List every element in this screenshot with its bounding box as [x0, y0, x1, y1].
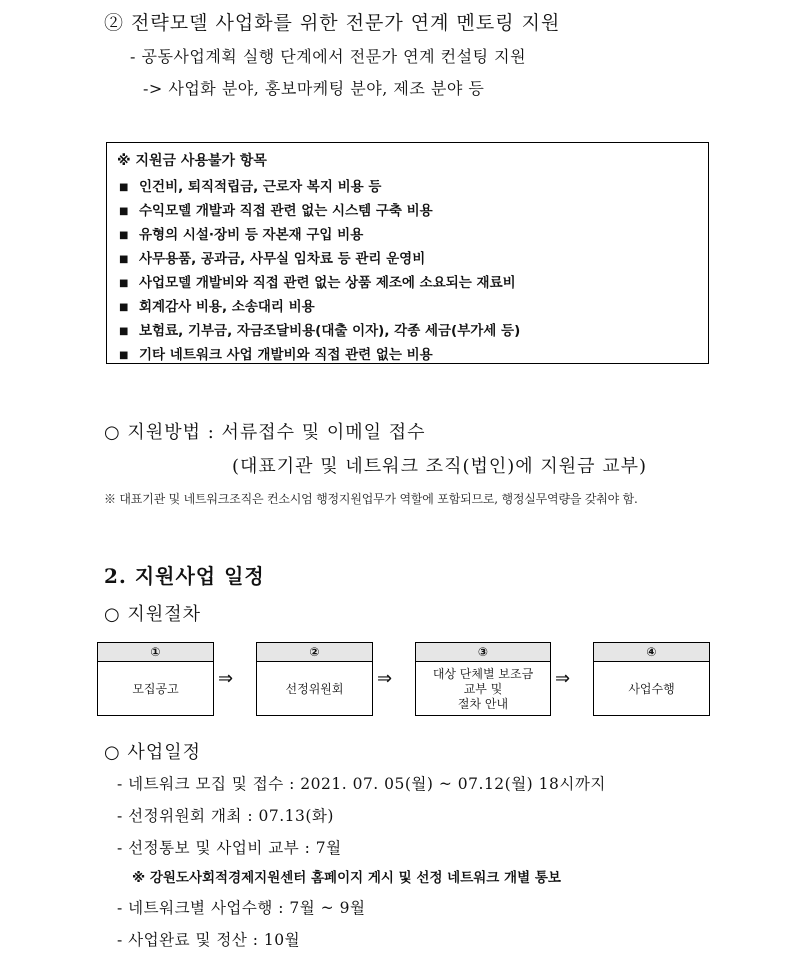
schedule-item-completion: - 사업완료 및 정산 : 10월 — [117, 931, 301, 949]
notice-item: ■ 사무용품, 공과금, 사무실 임차료 등 관리 운영비 — [119, 251, 426, 267]
square-bullet-icon: ■ — [119, 254, 129, 265]
square-bullet-icon: ■ — [119, 278, 129, 289]
right-double-arrow-icon: ⇒ — [218, 668, 234, 689]
right-double-arrow-icon: ⇒ — [555, 668, 571, 689]
schedule-item-notification: - 선정통보 및 사업비 교부 : 7월 — [117, 839, 342, 857]
schedule-section-title: 2. 지원사업 일정 — [104, 564, 265, 588]
notice-item: ■ 인건비, 퇴직적립금, 근로자 복지 비용 등 — [119, 179, 382, 195]
square-bullet-icon: ■ — [119, 230, 129, 241]
step-label: 선정위원회 — [285, 681, 344, 696]
square-bullet-icon: ■ — [119, 302, 129, 313]
schedule-note-website: ※ 강원도사회적경제지원센터 홈페이지 게시 및 선정 네트워크 개별 통보 — [132, 870, 561, 886]
step-number: ② — [257, 643, 372, 662]
schedule-item-recruitment: - 네트워크 모집 및 접수 : 2021. 07. 05(월) ~ 07.12(월) 18시까지 — [117, 775, 606, 793]
procedure-step-4 — [593, 642, 710, 716]
step-number: ③ — [416, 643, 550, 662]
notice-item: ■ 수익모델 개발과 직접 관련 없는 시스템 구축 비용 — [119, 203, 433, 219]
schedule-item-committee: - 선정위원회 개최 : 07.13(화) — [117, 807, 334, 825]
notice-item: ■ 기타 네트워크 사업 개발비와 직접 관련 없는 비용 — [119, 347, 433, 363]
step-number: ① — [98, 643, 213, 662]
procedure-step-3 — [415, 642, 551, 716]
procedure-step-2 — [256, 642, 373, 716]
schedule-item-execution: - 네트워크별 사업수행 : 7월 ~ 9월 — [117, 899, 366, 917]
step-label: 대상 단체별 보조금 교부 및 절차 안내 — [432, 666, 534, 711]
mentoring-line-consulting: - 공동사업계획 실행 단계에서 전문가 연계 컨설팅 지원 — [130, 47, 527, 66]
procedure-heading: ○ 지원절차 — [104, 604, 201, 625]
notice-item: ■ 회계감사 비용, 소송대리 비용 — [119, 299, 315, 315]
business-schedule-heading: ○ 사업일정 — [104, 742, 201, 763]
step-number: ④ — [594, 643, 709, 662]
square-bullet-icon: ■ — [119, 326, 129, 337]
mentoring-line-fields: -> 사업화 분야, 홍보마케팅 분야, 제조 분야 등 — [143, 79, 485, 98]
square-bullet-icon: ■ — [119, 182, 129, 193]
support-method-note: ※ 대표기관 및 네트워크조직은 컨소시엄 행정지원업무가 역할에 포함되므로, 행정실무역량을 갖춰야 함. — [104, 492, 638, 506]
notice-box-ineligible-items — [106, 142, 709, 364]
right-double-arrow-icon: ⇒ — [377, 668, 393, 689]
section-title-mentoring: ② 전략모델 사업화를 위한 전문가 연계 멘토링 지원 — [104, 12, 561, 34]
notice-item: ■ 보험료, 기부금, 자금조달비용(대출 이자), 각종 세금(부가세 등) — [119, 323, 521, 339]
notice-item: ■ 사업모델 개발비와 직접 관련 없는 상품 제조에 소요되는 재료비 — [119, 275, 516, 291]
notice-item: ■ 유형의 시설·장비 등 자본재 구입 비용 — [119, 227, 364, 243]
procedure-step-1 — [97, 642, 214, 716]
notice-title: ※ 지원금 사용불가 항목 — [117, 153, 267, 169]
step-label: 사업수행 — [628, 681, 675, 696]
square-bullet-icon: ■ — [119, 206, 129, 217]
support-method-subline: (대표기관 및 네트워크 조직(법인)에 지원금 교부) — [232, 456, 648, 477]
square-bullet-icon: ■ — [119, 350, 129, 361]
support-method-heading: ○ 지원방법 : 서류접수 및 이메일 접수 — [104, 422, 426, 443]
step-label: 모집공고 — [132, 681, 179, 696]
